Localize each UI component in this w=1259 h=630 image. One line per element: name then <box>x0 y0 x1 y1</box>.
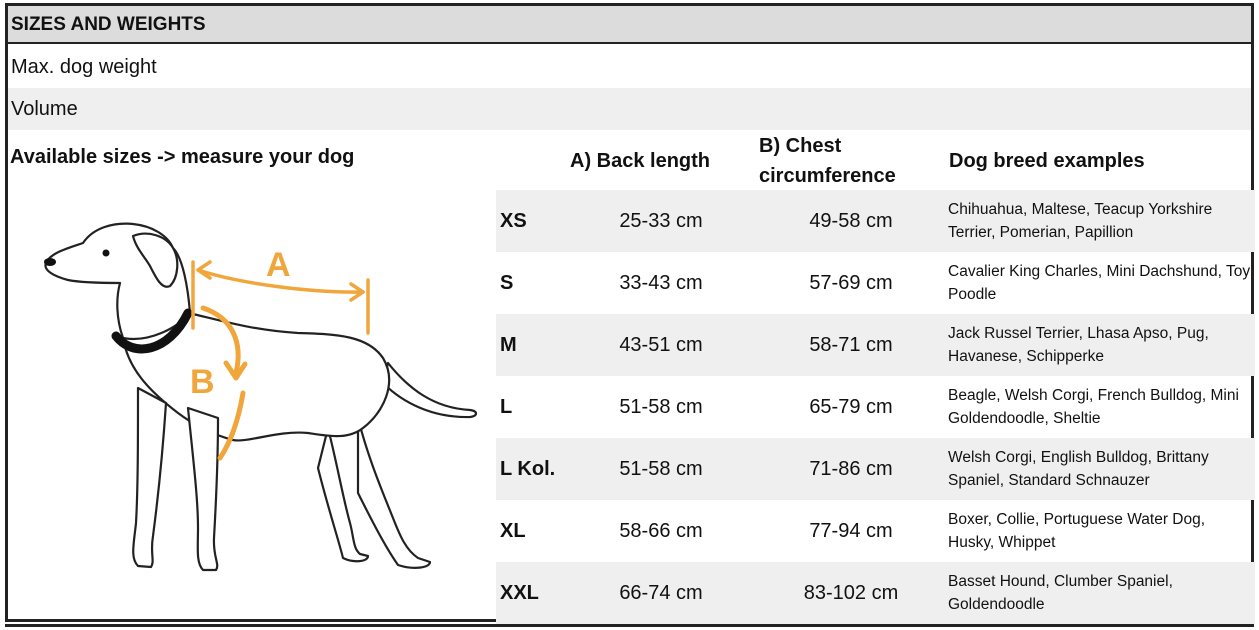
size-cell: L Kol. <box>500 457 556 480</box>
back-length-cell: 58-66 cm <box>619 519 703 542</box>
table-row <box>496 500 1255 562</box>
size-cell: XL <box>500 519 526 542</box>
table-row <box>496 314 1255 376</box>
column-header-breed-examples: Dog breed examples <box>949 150 1145 172</box>
chest-cell: 57-69 cm <box>809 271 893 294</box>
breed-examples-cell: Jack Russel Terrier, Lhasa Apso, Pug, Havanese, Schipperke <box>948 325 1209 365</box>
table-row <box>496 252 1255 314</box>
chest-cell: 65-79 cm <box>809 395 893 418</box>
breed-examples-cell: Chihuahua, Maltese, Teacup Yorkshire Terrier, Pomerian, Papillion <box>948 201 1213 241</box>
max-weight-row: Max. dog weight <box>8 46 1251 88</box>
table-row <box>496 562 1255 624</box>
label-b: B <box>190 363 215 401</box>
column-header-chest-circumference: B) Chest circumference <box>759 135 896 187</box>
back-length-cell: 33-43 cm <box>619 271 703 294</box>
chest-cell: 71-86 cm <box>809 457 893 480</box>
table-row <box>496 376 1255 438</box>
breed-examples-cell: Beagle, Welsh Corgi, French Bulldog, Mini Goldendoodle, Sheltie <box>948 387 1239 427</box>
bottom-border <box>5 624 1254 627</box>
size-cell: M <box>500 333 517 356</box>
table-row <box>496 190 1255 252</box>
breed-examples-cell: Cavalier King Charles, Mini Dachshund, Toy Poodle <box>948 263 1251 303</box>
size-cell: XS <box>500 209 527 232</box>
back-length-cell: 51-58 cm <box>619 457 703 480</box>
chest-cell: 49-58 cm <box>809 209 893 232</box>
size-cell: L <box>500 395 513 418</box>
section-header: SIZES AND WEIGHTS <box>8 6 1251 44</box>
dog-measurement-illustration <box>38 218 488 588</box>
back-length-cell: 25-33 cm <box>619 209 703 232</box>
chest-cell: 83-102 cm <box>803 581 899 604</box>
column-header-back-length: A) Back length <box>570 150 711 172</box>
size-cell: XXL <box>500 581 539 604</box>
available-sizes-title: Available sizes -> measure your dog <box>10 146 355 168</box>
breed-examples-cell: Basset Hound, Clumber Spaniel, Goldendoodle <box>948 573 1173 613</box>
back-length-cell: 51-58 cm <box>619 395 703 418</box>
label-a: A <box>266 246 291 284</box>
table-row <box>496 438 1255 500</box>
chest-cell: 77-94 cm <box>809 519 893 542</box>
chest-cell: 58-71 cm <box>809 333 893 356</box>
back-length-cell: 66-74 cm <box>619 581 703 604</box>
size-cell: S <box>500 271 514 294</box>
back-length-cell: 43-51 cm <box>619 333 703 356</box>
volume-row: Volume <box>8 88 1251 130</box>
breed-examples-cell: Boxer, Collie, Portuguese Water Dog, Husky, Whippet <box>948 511 1206 551</box>
breed-examples-cell: Welsh Corgi, English Bulldog, Brittany Spaniel, Standard Schnauzer <box>948 449 1209 489</box>
